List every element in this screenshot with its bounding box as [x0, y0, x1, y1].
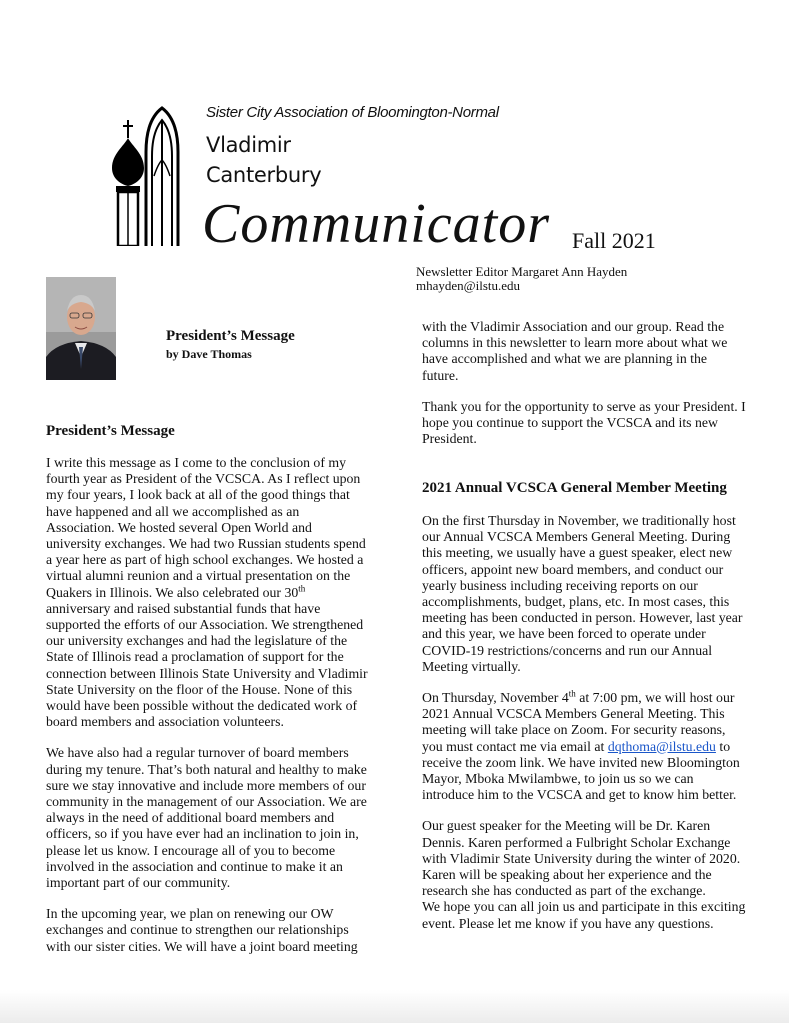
contact-email-link[interactable]: dqthoma@ilstu.edu	[607, 738, 716, 754]
byline-author: by Dave Thomas	[166, 347, 252, 361]
right-paragraph-1: with the Vladimir Association and our group. Read the columns in this newsletter to learn more about what we have accomplished and what we are planning in the future.	[422, 319, 728, 383]
left-heading: President’s Message	[46, 423, 175, 439]
right-column-meeting	[422, 513, 746, 947]
meeting-heading: 2021 Annual VCSCA General Member Meeting	[422, 480, 727, 496]
editor-name: Newsletter Editor Margaret Ann Hayden	[416, 264, 628, 279]
president-photo	[46, 277, 116, 380]
left-paragraph-1: I write this message as I come to the conclusion of my fourth year as President of the VCSCA. As I reflect upon my four years, I look back at all of the good things that have happened and all we accomplished as an Association. We hosted several Open World and university exchanges. We had two Russian students spend a year here as part of high school exchanges. We hosted a virtual alumni reunion and a virtual presentation on the Quakers in Illinois. We also celebrated our 30th anniversary and raised substantial funds that have supported the efforts of our Association. We strengthened our university exchanges and had the legislature of the State of Illinois read a proclamation of support for the connection between Illinois State University and Vladimir State University on the floor of the House. None of this would have been possible without the dedicated work of board members and association volunteers.	[46, 455, 368, 730]
left-paragraph-3: In the upcoming year, we plan on renewing our OW exchanges and continue to strengthen our relationships with our sister cities. We will have a joint board meeting	[46, 906, 358, 954]
city-vladimir: Vladimir	[206, 133, 291, 157]
right-paragraph-5: Our guest speaker for the Meeting will be Dr. Karen Dennis. Karen performed a Fulbright Scholar Exchange with Vladimir State University during the winter of 2020. Karen will be speaking about her experience and the research she has conducted as part of the exchange.	[422, 818, 741, 899]
editor-info	[416, 265, 627, 293]
right-paragraph-4: On Thursday, November 4th at 7:00 pm, we will host our 2021 Annual VCSCA Members General Meeting. This meeting will take place on Zoom. For security reasons, you must contact me via email at dqthoma@ilstu.edu to receive the zoom link. We have invited new Bloomington Mayor, Mboka Mwilambwe, to join us so we can introduce him to the VCSCA and get to know him better.	[422, 688, 740, 803]
byline-title: President’s Message	[166, 328, 295, 344]
editor-email[interactable]: mhayden@ilstu.edu	[416, 278, 521, 293]
logo-dome-arch-icon	[110, 106, 182, 246]
association-name: Sister City Association of Bloomington-Normal	[206, 104, 499, 121]
right-paragraph-6: We hope you can all join us and participate in this exciting event. Please let me know if you have any questions.	[422, 899, 746, 931]
right-paragraph-3: On the first Thursday in November, we traditionally host our Annual VCSCA Members General Meeting. During this meeting, we usually have a guest speaker, elect new officers, appoint new board members, and conduct our yearly business including receiving reports on our accomplishments, budget, plans, etc. In most cases, this meeting has been conducted in person. However, last year and this year, we have been forced to operate under COVID-19 restrictions/concerns and run our Annual Meeting virtually.	[422, 513, 743, 674]
left-column	[46, 455, 368, 970]
newsletter-title: Communicator	[202, 193, 550, 255]
right-paragraph-2: Thank you for the opportunity to serve as your President. I hope you continue to support the VCSCA and its new President.	[422, 398, 746, 447]
page-bottom-shadow	[0, 990, 789, 1023]
left-paragraph-2: We have also had a regular turnover of board members during my tenure. That’s both natural and healthy to make sure we stay innovative and include more members of our community in the management of our Association. We are always in the need of additional board members and officers, so if you have ever had an inclination to join in, please let us know. I encourage all of you to become involved in the association and continue to make it an important part of our community.	[46, 745, 367, 891]
city-canterbury: Canterbury	[206, 163, 322, 187]
right-column-top	[422, 319, 746, 462]
issue-season: Fall 2021	[572, 228, 656, 253]
